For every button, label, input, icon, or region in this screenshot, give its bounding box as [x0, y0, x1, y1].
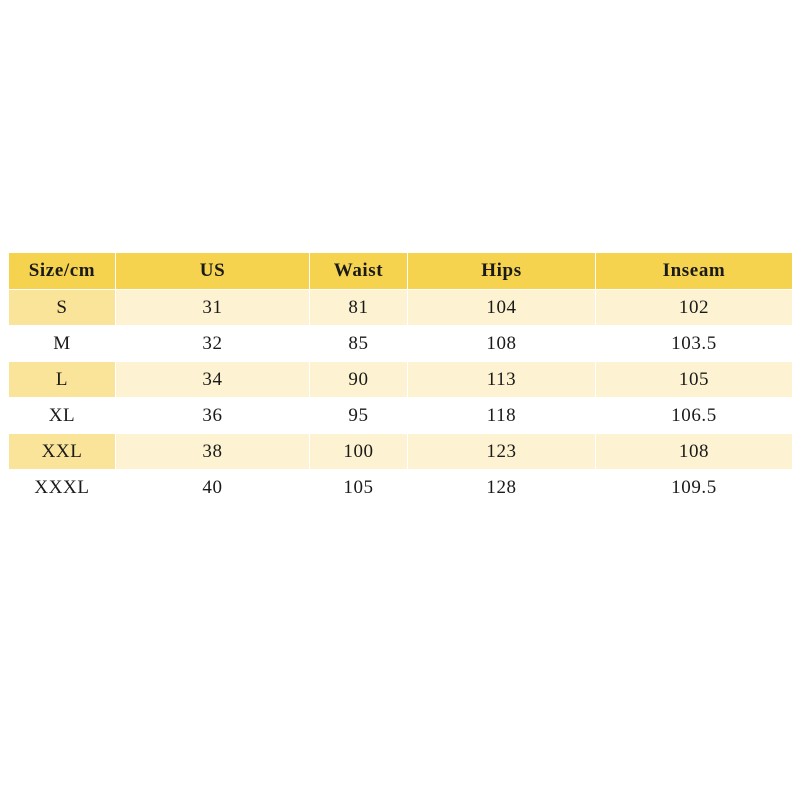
cell-size: XL [9, 398, 116, 434]
cell-inseam: 102 [596, 290, 793, 326]
cell-size: XXL [9, 434, 116, 470]
cell-us: 32 [116, 326, 310, 362]
cell-waist: 100 [310, 434, 408, 470]
cell-inseam: 105 [596, 362, 793, 398]
cell-inseam: 109.5 [596, 470, 793, 506]
cell-hips: 113 [408, 362, 596, 398]
column-header-size: Size/cm [9, 253, 116, 290]
table-header-row [9, 253, 793, 290]
cell-size: S [9, 290, 116, 326]
column-header-us: US [116, 253, 310, 290]
cell-us: 34 [116, 362, 310, 398]
cell-waist: 85 [310, 326, 408, 362]
cell-inseam: 108 [596, 434, 793, 470]
table-row [9, 434, 793, 470]
table-header [9, 253, 793, 290]
cell-hips: 123 [408, 434, 596, 470]
table-row [9, 398, 793, 434]
size-chart-container [8, 252, 792, 506]
table-row [9, 290, 793, 326]
table-row [9, 470, 793, 506]
cell-hips: 108 [408, 326, 596, 362]
cell-inseam: 106.5 [596, 398, 793, 434]
cell-hips: 128 [408, 470, 596, 506]
cell-us: 40 [116, 470, 310, 506]
column-header-waist: Waist [310, 253, 408, 290]
cell-inseam: 103.5 [596, 326, 793, 362]
cell-waist: 105 [310, 470, 408, 506]
cell-us: 36 [116, 398, 310, 434]
table-row [9, 326, 793, 362]
cell-us: 31 [116, 290, 310, 326]
column-header-hips: Hips [408, 253, 596, 290]
cell-hips: 118 [408, 398, 596, 434]
cell-hips: 104 [408, 290, 596, 326]
cell-waist: 81 [310, 290, 408, 326]
cell-us: 38 [116, 434, 310, 470]
cell-size: L [9, 362, 116, 398]
cell-size: M [9, 326, 116, 362]
cell-waist: 90 [310, 362, 408, 398]
table-row [9, 362, 793, 398]
column-header-inseam: Inseam [596, 253, 793, 290]
table-body [9, 290, 793, 506]
cell-size: XXXL [9, 470, 116, 506]
cell-waist: 95 [310, 398, 408, 434]
size-chart-table [8, 252, 793, 506]
